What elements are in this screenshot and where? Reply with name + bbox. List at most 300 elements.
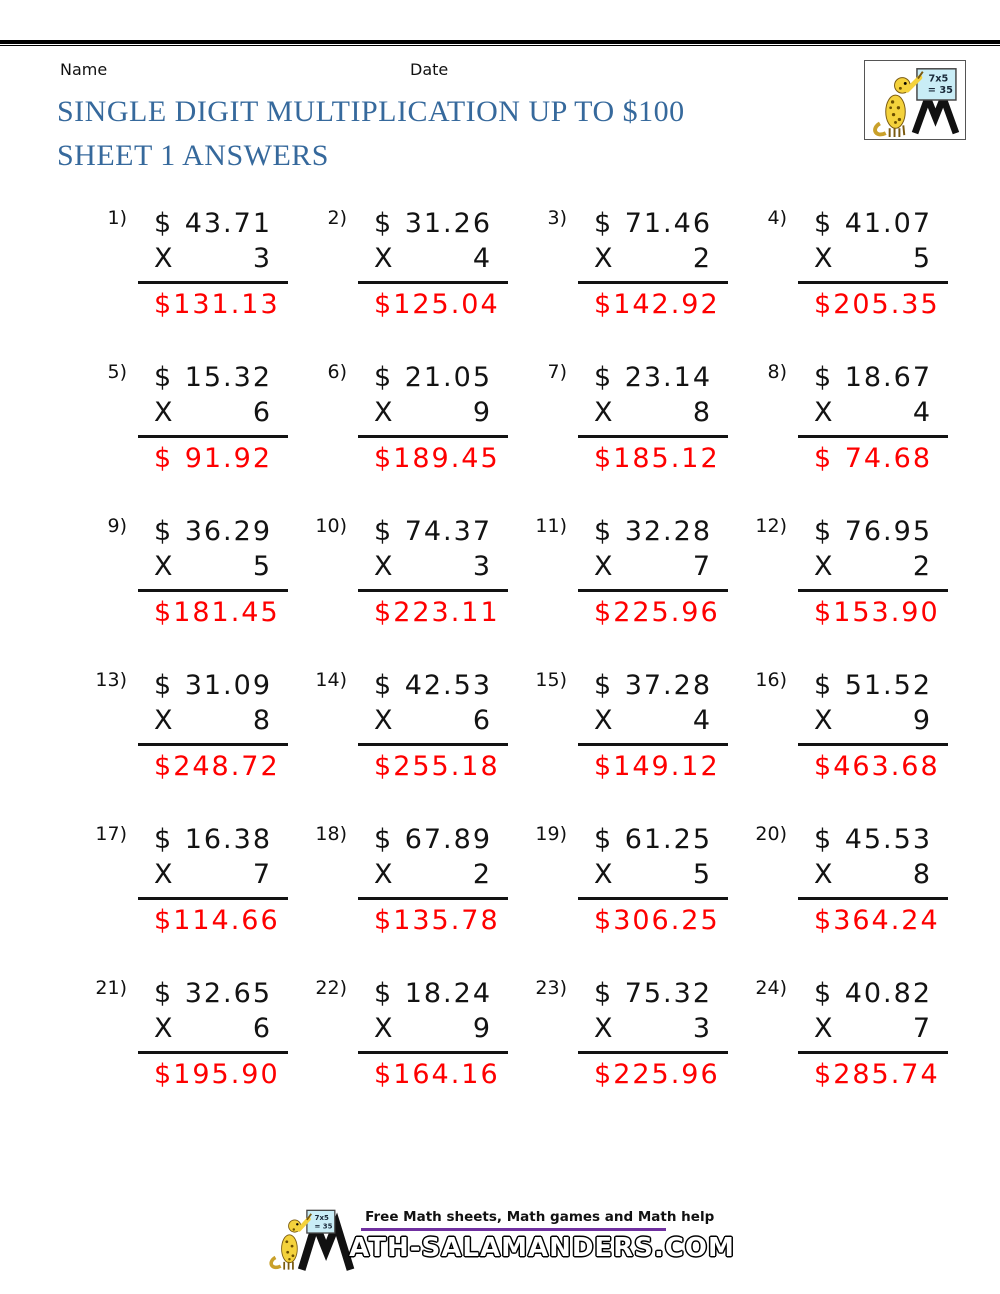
answer-rule: [358, 1051, 508, 1054]
multiplicand-line: [578, 976, 728, 1011]
multiplicand-value: 21.05: [404, 362, 492, 393]
multiplier-value: 4: [472, 243, 492, 274]
problem-number: 19): [535, 823, 567, 845]
multiplicand-value: 61.25: [624, 824, 712, 855]
problem-work: [578, 514, 728, 630]
multiplicand-value: 67.89: [404, 824, 492, 855]
multiplier-value: 9: [912, 705, 932, 736]
problem-work: [358, 668, 508, 784]
multiplier-line: [798, 241, 948, 276]
dollar-sign: $: [814, 978, 834, 1009]
answer-line: [578, 1057, 728, 1092]
problem: [90, 668, 288, 784]
multiplicand-line: [138, 668, 288, 703]
dollar-sign: $: [594, 670, 614, 701]
problem-work: [798, 360, 948, 476]
site-wordmark: ATH-SALAMANDERS.COM: [349, 1233, 735, 1263]
multiplicand-value: 16.38: [184, 824, 272, 855]
multiplicand-value: 45.53: [844, 824, 932, 855]
dollar-sign: $: [374, 751, 394, 782]
multiply-sign: X: [374, 551, 395, 582]
dollar-sign: $: [814, 905, 834, 936]
answer-line: [798, 1057, 948, 1092]
multiply-sign: X: [814, 243, 835, 274]
multiplier-line: [358, 549, 508, 584]
dollar-sign: $: [154, 362, 174, 393]
multiplicand-value: 32.65: [184, 978, 272, 1009]
answer-value: 185.12: [613, 443, 720, 474]
multiplier-line: [358, 395, 508, 430]
problem: [310, 206, 508, 322]
dollar-sign: $: [374, 597, 394, 628]
answer-value: 225.96: [613, 597, 720, 628]
dollar-sign: $: [594, 751, 614, 782]
multiplier-value: 4: [692, 705, 712, 736]
answer-line: [138, 1057, 288, 1092]
answer-value: 248.72: [173, 751, 280, 782]
multiply-sign: X: [374, 705, 395, 736]
answer-line: [578, 749, 728, 784]
problem: [530, 514, 728, 630]
dollar-sign: $: [374, 362, 394, 393]
answer-rule: [578, 743, 728, 746]
multiplicand-value: 40.82: [844, 978, 932, 1009]
multiplicand-value: 37.28: [624, 670, 712, 701]
footer-tagline: Free Math sheets, Math games and Math help: [365, 1209, 715, 1225]
multiplicand-line: [798, 514, 948, 549]
answer-rule: [578, 281, 728, 284]
answer-rule: [358, 281, 508, 284]
answer-value: 223.11: [393, 597, 500, 628]
answer-value: 364.24: [833, 905, 940, 936]
problem: [310, 360, 508, 476]
answer-rule: [798, 281, 948, 284]
multiplicand-line: [138, 360, 288, 395]
svg-text:= 35: = 35: [927, 85, 953, 97]
multiplier-value: 2: [912, 551, 932, 582]
svg-text:= 35: = 35: [314, 1222, 333, 1231]
problem-number: 8): [767, 361, 787, 383]
problem-number: 9): [107, 515, 127, 537]
multiply-sign: X: [374, 1013, 395, 1044]
problem-work: [358, 514, 508, 630]
multiplicand-line: [138, 514, 288, 549]
dollar-sign: $: [374, 978, 394, 1009]
multiplicand-line: [138, 822, 288, 857]
problem-work: [798, 976, 948, 1092]
answer-line: [138, 903, 288, 938]
dollar-sign: $: [814, 597, 834, 628]
site-logo-box: [864, 60, 966, 140]
answer-value: 149.12: [613, 751, 720, 782]
multiplier-line: [578, 549, 728, 584]
multiply-sign: X: [154, 551, 175, 582]
multiplier-line: [138, 549, 288, 584]
multiplier-value: 9: [472, 1013, 492, 1044]
dollar-sign: $: [814, 824, 834, 855]
answer-rule: [578, 435, 728, 438]
problem-work: [358, 206, 508, 322]
multiplicand-line: [578, 360, 728, 395]
multiplicand-line: [798, 668, 948, 703]
multiplier-line: [578, 703, 728, 738]
multiply-sign: X: [154, 397, 175, 428]
svg-text:7x5: 7x5: [314, 1213, 329, 1222]
top-border-rule: [0, 40, 1000, 46]
multiplier-value: 6: [252, 397, 272, 428]
multiply-sign: X: [814, 1013, 835, 1044]
answer-rule: [798, 435, 948, 438]
footer-text: [349, 1204, 735, 1264]
problem-work: [578, 360, 728, 476]
problem-work: [578, 976, 728, 1092]
dollar-sign: $: [814, 289, 834, 320]
problem-number: 3): [547, 207, 567, 229]
answer-value: 189.45: [393, 443, 500, 474]
multiplicand-value: 74.37: [404, 516, 492, 547]
multiplicand-value: 76.95: [844, 516, 932, 547]
title-line-2: SHEET 1 ANSWERS: [57, 139, 329, 172]
dollar-sign: $: [154, 597, 174, 628]
answer-line: [798, 903, 948, 938]
footer-divider: [361, 1228, 666, 1231]
problem: [90, 976, 288, 1092]
problem-number: 24): [755, 977, 787, 999]
problem: [310, 668, 508, 784]
problem: [750, 822, 948, 938]
multiply-sign: X: [594, 705, 615, 736]
multiplicand-line: [138, 976, 288, 1011]
answer-line: [358, 441, 508, 476]
problem-work: [138, 668, 288, 784]
answer-value: 285.74: [833, 1059, 940, 1090]
dollar-sign: $: [594, 443, 614, 474]
multiplicand-value: 23.14: [624, 362, 712, 393]
multiplicand-line: [138, 206, 288, 241]
answer-rule: [138, 1051, 288, 1054]
problem-work: [358, 822, 508, 938]
multiplier-line: [358, 703, 508, 738]
answer-value: 225.96: [613, 1059, 720, 1090]
m-logo-icon: [915, 98, 956, 133]
answer-line: [358, 903, 508, 938]
multiplier-value: 5: [692, 859, 712, 890]
answer-line: [578, 441, 728, 476]
problem-number: 20): [755, 823, 787, 845]
problem: [530, 360, 728, 476]
problem: [530, 976, 728, 1092]
problem-number: 15): [535, 669, 567, 691]
multiplicand-value: 36.29: [184, 516, 272, 547]
multiplicand-value: 15.32: [184, 362, 272, 393]
multiplier-line: [138, 395, 288, 430]
answer-rule: [798, 1051, 948, 1054]
multiplier-value: 5: [252, 551, 272, 582]
answer-rule: [138, 897, 288, 900]
multiplier-value: 3: [472, 551, 492, 582]
problem-number: 23): [535, 977, 567, 999]
dollar-sign: $: [154, 751, 174, 782]
answer-rule: [358, 897, 508, 900]
multiplicand-line: [358, 822, 508, 857]
answer-rule: [798, 743, 948, 746]
multiplicand-line: [578, 668, 728, 703]
problem-work: [138, 514, 288, 630]
multiplicand-line: [578, 206, 728, 241]
answer-line: [578, 595, 728, 630]
dollar-sign: $: [594, 289, 614, 320]
answer-value: 205.35: [833, 289, 940, 320]
dollar-sign: $: [594, 516, 614, 547]
answer-rule: [138, 435, 288, 438]
answer-value: 195.90: [173, 1059, 280, 1090]
answer-line: [798, 595, 948, 630]
dollar-sign: $: [374, 670, 394, 701]
dollar-sign: $: [154, 289, 174, 320]
problem: [530, 822, 728, 938]
answer-line: [138, 441, 288, 476]
answer-line: [798, 287, 948, 322]
multiplicand-value: 71.46: [624, 208, 712, 239]
multiply-sign: X: [814, 397, 835, 428]
problem: [750, 206, 948, 322]
answer-value: 91.92: [184, 443, 272, 474]
problem-number: 4): [767, 207, 787, 229]
multiplicand-value: 18.67: [844, 362, 932, 393]
dollar-sign: $: [814, 670, 834, 701]
problem: [310, 976, 508, 1092]
multiplicand-value: 32.28: [624, 516, 712, 547]
multiply-sign: X: [814, 551, 835, 582]
dollar-sign: $: [374, 289, 394, 320]
multiplier-line: [138, 1011, 288, 1046]
dollar-sign: $: [594, 597, 614, 628]
multiplicand-line: [798, 206, 948, 241]
dollar-sign: $: [374, 824, 394, 855]
multiplicand-line: [358, 976, 508, 1011]
dollar-sign: $: [154, 1059, 174, 1090]
dollar-sign: $: [154, 905, 174, 936]
problem: [90, 206, 288, 322]
problem-work: [578, 822, 728, 938]
multiplicand-value: 31.26: [404, 208, 492, 239]
multiply-sign: X: [154, 1013, 175, 1044]
multiply-sign: X: [594, 551, 615, 582]
date-label: Date: [410, 60, 449, 79]
answer-rule: [578, 897, 728, 900]
dollar-sign: $: [374, 208, 394, 239]
multiply-sign: X: [374, 859, 395, 890]
answer-line: [358, 749, 508, 784]
answer-value: 463.68: [833, 751, 940, 782]
multiplicand-value: 18.24: [404, 978, 492, 1009]
problem-number: 5): [107, 361, 127, 383]
problem-number: 17): [95, 823, 127, 845]
dollar-sign: $: [374, 1059, 394, 1090]
problem: [750, 360, 948, 476]
multiplier-line: [798, 1011, 948, 1046]
problem-number: 11): [535, 515, 567, 537]
problem-number: 7): [547, 361, 567, 383]
dollar-sign: $: [814, 208, 834, 239]
multiplier-line: [578, 1011, 728, 1046]
dollar-sign: $: [594, 362, 614, 393]
problem: [530, 206, 728, 322]
multiplier-line: [578, 395, 728, 430]
multiplier-value: 7: [252, 859, 272, 890]
dollar-sign: $: [374, 905, 394, 936]
multiplier-value: 5: [912, 243, 932, 274]
multiplicand-line: [798, 976, 948, 1011]
dollar-sign: $: [814, 516, 834, 547]
answer-value: 153.90: [833, 597, 940, 628]
answer-value: 131.13: [173, 289, 280, 320]
answer-line: [138, 595, 288, 630]
answer-line: [578, 287, 728, 322]
answer-rule: [358, 589, 508, 592]
dollar-sign: $: [814, 1059, 834, 1090]
svg-text:7x5: 7x5: [928, 73, 949, 85]
problem-work: [358, 360, 508, 476]
dollar-sign: $: [594, 978, 614, 1009]
multiplier-value: 8: [912, 859, 932, 890]
problem-number: 14): [315, 669, 347, 691]
multiply-sign: X: [594, 243, 615, 274]
answer-line: [138, 287, 288, 322]
multiplier-value: 9: [472, 397, 492, 428]
salamander-logo-icon: [865, 61, 965, 139]
dollar-sign: $: [154, 516, 174, 547]
multiply-sign: X: [374, 397, 395, 428]
multiply-sign: X: [154, 859, 175, 890]
multiplier-line: [578, 857, 728, 892]
answer-value: 181.45: [173, 597, 280, 628]
multiplicand-line: [798, 822, 948, 857]
multiply-sign: X: [594, 397, 615, 428]
multiplier-line: [798, 395, 948, 430]
multiplier-value: 2: [692, 243, 712, 274]
problem-work: [138, 822, 288, 938]
multiply-sign: X: [814, 859, 835, 890]
dollar-sign: $: [594, 905, 614, 936]
answer-rule: [798, 589, 948, 592]
answer-line: [358, 595, 508, 630]
multiplicand-value: 31.09: [184, 670, 272, 701]
multiplier-value: 7: [912, 1013, 932, 1044]
dollar-sign: $: [594, 824, 614, 855]
answer-rule: [798, 897, 948, 900]
problem-work: [798, 822, 948, 938]
answer-line: [578, 903, 728, 938]
problem-number: 18): [315, 823, 347, 845]
answer-rule: [358, 743, 508, 746]
multiplier-line: [358, 1011, 508, 1046]
problem-work: [358, 976, 508, 1092]
answer-rule: [358, 435, 508, 438]
problem: [750, 976, 948, 1092]
multiplier-value: 2: [472, 859, 492, 890]
multiplicand-value: 51.52: [844, 670, 932, 701]
multiplicand-line: [578, 822, 728, 857]
multiplier-line: [578, 241, 728, 276]
problem-number: 6): [327, 361, 347, 383]
problem-work: [798, 206, 948, 322]
multiply-sign: X: [154, 705, 175, 736]
problem: [530, 668, 728, 784]
problem: [750, 514, 948, 630]
answer-value: 114.66: [173, 905, 280, 936]
dollar-sign: $: [154, 670, 174, 701]
problem-number: 16): [755, 669, 787, 691]
problem: [310, 514, 508, 630]
problem: [90, 514, 288, 630]
answer-rule: [578, 1051, 728, 1054]
multiplier-line: [798, 549, 948, 584]
dollar-sign: $: [594, 1059, 614, 1090]
title-line-1: SINGLE DIGIT MULTIPLICATION UP TO $100: [57, 95, 685, 128]
problem-number: 10): [315, 515, 347, 537]
dollar-sign: $: [154, 824, 174, 855]
multiplier-value: 6: [472, 705, 492, 736]
multiply-sign: X: [374, 243, 395, 274]
answer-rule: [578, 589, 728, 592]
multiplicand-value: 43.71: [184, 208, 272, 239]
problems-grid: [90, 206, 948, 1092]
problem-work: [138, 976, 288, 1092]
dollar-sign: $: [814, 362, 834, 393]
problem-work: [798, 668, 948, 784]
multiplier-value: 3: [252, 243, 272, 274]
footer-salamander-logo-icon: [265, 1204, 361, 1276]
answer-value: 142.92: [613, 289, 720, 320]
multiply-sign: X: [594, 1013, 615, 1044]
problem-number: 1): [107, 207, 127, 229]
problem-work: [798, 514, 948, 630]
multiplier-line: [138, 703, 288, 738]
problem-work: [138, 360, 288, 476]
problem-number: 22): [315, 977, 347, 999]
dollar-sign: $: [154, 443, 174, 474]
answer-value: 306.25: [613, 905, 720, 936]
problem-number: 12): [755, 515, 787, 537]
multiplier-line: [798, 857, 948, 892]
multiplicand-line: [578, 514, 728, 549]
multiplier-value: 7: [692, 551, 712, 582]
multiplicand-value: 75.32: [624, 978, 712, 1009]
dollar-sign: $: [374, 443, 394, 474]
footer-logo: [0, 1204, 1000, 1276]
problem: [90, 822, 288, 938]
multiplier-value: 3: [692, 1013, 712, 1044]
answer-rule: [138, 281, 288, 284]
dollar-sign: $: [814, 443, 834, 474]
answer-line: [358, 287, 508, 322]
problem: [310, 822, 508, 938]
answer-value: 164.16: [393, 1059, 500, 1090]
multiplicand-line: [358, 668, 508, 703]
problem-number: 2): [327, 207, 347, 229]
multiplier-value: 6: [252, 1013, 272, 1044]
multiply-sign: X: [594, 859, 615, 890]
page-title: [57, 90, 685, 178]
problem-work: [138, 206, 288, 322]
multiplier-value: 8: [692, 397, 712, 428]
multiplicand-line: [358, 206, 508, 241]
multiply-sign: X: [154, 243, 175, 274]
problem-number: 21): [95, 977, 127, 999]
multiplicand-line: [358, 360, 508, 395]
answer-line: [798, 441, 948, 476]
